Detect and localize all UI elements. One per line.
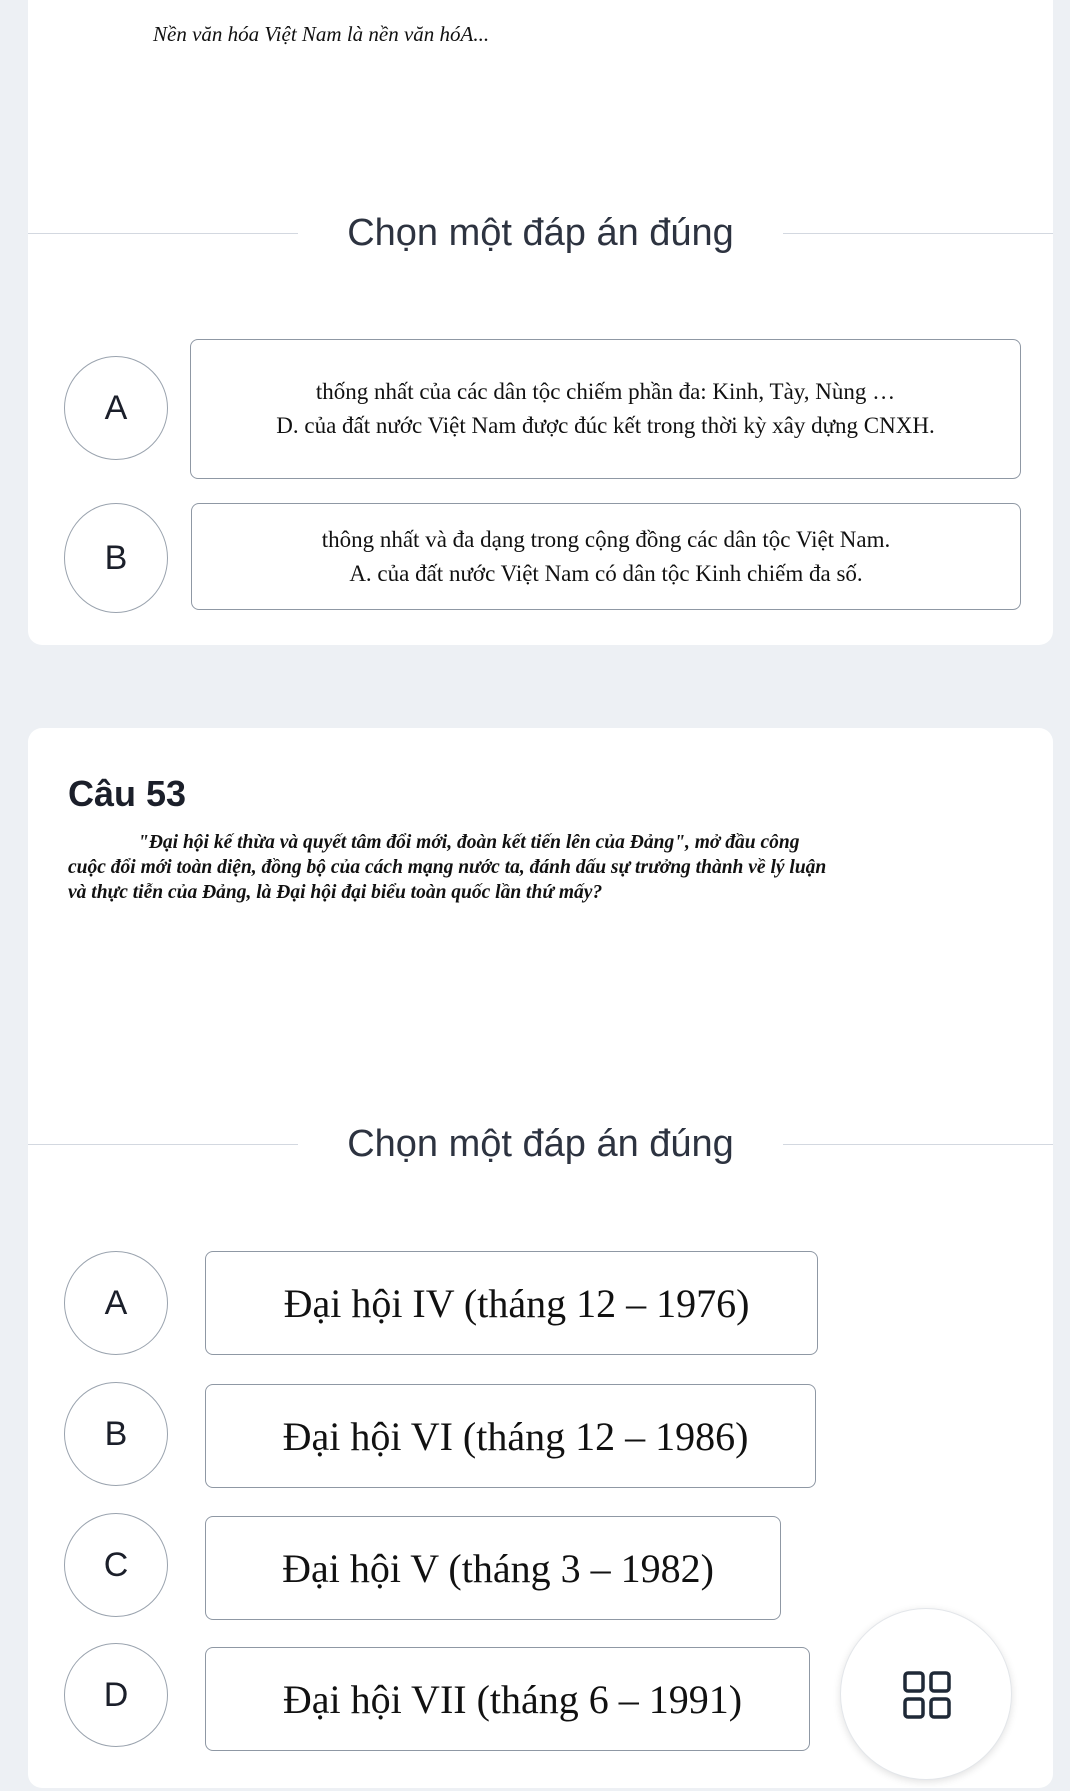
grid-icon — [901, 1669, 953, 1721]
option-a-answer-box[interactable] — [205, 1251, 818, 1355]
question-grid-button[interactable] — [840, 1608, 1012, 1780]
option-b-answer-box[interactable] — [205, 1384, 816, 1488]
option-d-letter-button[interactable]: D — [64, 1643, 168, 1747]
option-a-letter-button[interactable]: A — [64, 1251, 168, 1355]
question-card-52 — [28, 0, 1053, 645]
option-d-text: Đại hội VII (tháng 6 – 1991) — [282, 1676, 743, 1722]
instruction-label: Chọn một đáp án đúng — [347, 1123, 734, 1165]
question-text-line-2: cuộc đổi mới toàn diện, đồng bộ của cách mạng nước ta, đánh dấu sự trưởng thành về lý luận — [68, 857, 827, 878]
divider-line-right — [783, 233, 1053, 234]
instruction-divider — [28, 214, 1053, 252]
option-b-line-2: A. của đất nước Việt Nam có dân tộc Kinh chiếm đa số. — [349, 560, 863, 586]
option-c-letter-button[interactable]: C — [64, 1513, 168, 1617]
option-b-answer-box[interactable] — [191, 503, 1021, 610]
question-text-line-1: "Đại hội kế thừa và quyết tâm đổi mới, đoàn kết tiến lên của Đảng", mở đầu công — [138, 832, 800, 853]
question-title: Câu 53 — [68, 773, 187, 814]
instruction-divider — [28, 1125, 1053, 1163]
option-b-line-1: thông nhất và đa dạng trong cộng đồng các dân tộc Việt Nam. — [321, 526, 891, 552]
instruction-label: Chọn một đáp án đúng — [347, 212, 734, 254]
question-text: Nền văn hóa Việt Nam là nền văn hóA... — [153, 22, 490, 46]
option-a-line-2: D. của đất nước Việt Nam được đúc kết trong thời kỳ xây dựng CNXH. — [276, 413, 935, 438]
option-d-answer-box[interactable] — [205, 1647, 810, 1751]
option-c-text: Đại hội V (tháng 3 – 1982) — [282, 1545, 714, 1591]
option-b-text: Đại hội VI (tháng 12 – 1986) — [282, 1413, 749, 1459]
divider-line-right — [783, 1144, 1053, 1145]
question-text — [68, 830, 1046, 905]
option-b-letter-button[interactable]: B — [64, 503, 168, 613]
option-a-line-1: thống nhất của các dân tộc chiếm phần đa: Kinh, Tày, Nùng … — [315, 379, 896, 404]
option-b-letter-button[interactable]: B — [64, 1382, 168, 1486]
question-text-line-3: và thực tiễn của Đảng, là Đại hội đại biểu toàn quốc lần thứ mấy? — [68, 882, 603, 903]
option-a-letter-button[interactable]: A — [64, 356, 168, 460]
option-a-text: Đại hội IV (tháng 12 – 1976) — [283, 1280, 750, 1326]
option-a-answer-box[interactable] — [190, 339, 1021, 479]
option-c-answer-box[interactable] — [205, 1516, 781, 1620]
